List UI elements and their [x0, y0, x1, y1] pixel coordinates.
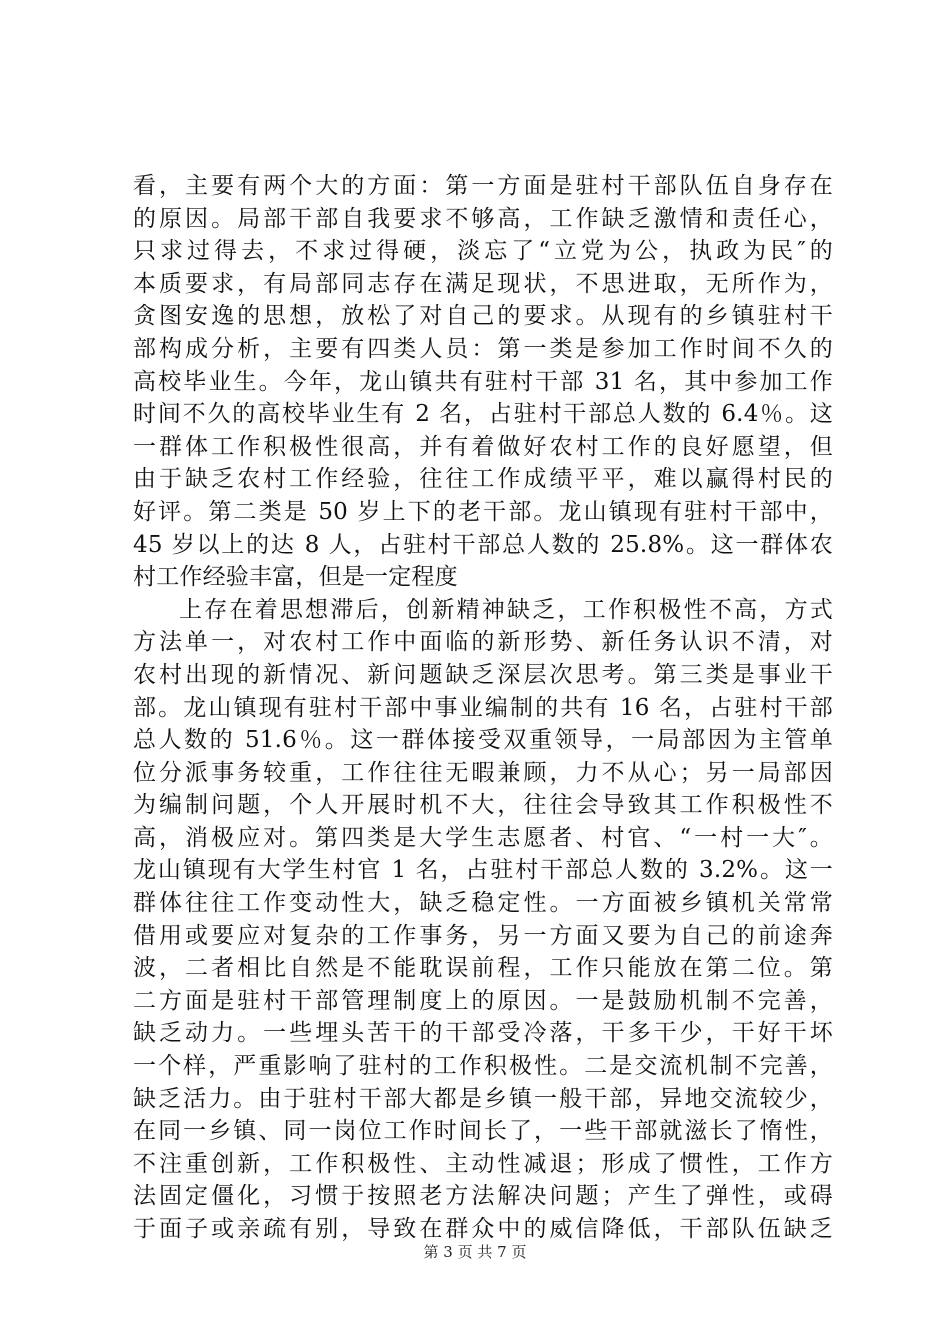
text-line: 一群体工作积极性很高，并有着做好农村工作的良好愿望，但: [133, 433, 833, 460]
text-line: 时间不久的高校毕业生有 2 名，占驻村干部总人数的 6.4％。这: [133, 401, 833, 428]
text-line: 部。龙山镇现有驻村干部中事业编制的共有 16 名，占驻村干部: [133, 694, 833, 721]
page-number-footer: 第 3 页 共 7 页: [423, 1243, 527, 1261]
body-text: [133, 170, 833, 1246]
text-line: 于面子或亲疏有别，导致在群众中的威信降低，干部队伍缺乏: [133, 1216, 833, 1242]
text-line: 的原因。局部干部自我要求不够高，工作缺乏激情和责任心，: [133, 205, 833, 232]
text-line: 在同一乡镇、同一岗位工作时间长了，一些干部就滋长了惰性，: [133, 1118, 833, 1145]
text-line: 为编制问题，个人开展时机不大，往往会导致其工作积极性不: [133, 792, 833, 819]
text-line: 一个样，严重影响了驻村的工作积极性。二是交流机制不完善，: [133, 1053, 833, 1080]
text-line: 高，消极应对。第四类是大学生志愿者、村官、“一村一大″。: [133, 824, 833, 851]
text-line: 45 岁以上的达 8 人，占驻村干部总人数的 25.8%。这一群体农: [133, 531, 833, 558]
text-line: 二方面是驻村干部管理制度上的原因。一是鼓励机制不完善，: [133, 987, 833, 1014]
text-line: 只求过得去，不求过得硬，淡忘了“立党为公，执政为民″的: [133, 238, 833, 265]
text-line: 借用或要应对复杂的工作事务，另一方面又要为自己的前途奔: [133, 922, 833, 949]
text-line: 方法单一，对农村工作中面临的新形势、新任务认识不清，对: [133, 629, 833, 656]
text-line: 由于缺乏农村工作经验，往往工作成绩平平，难以赢得村民的: [133, 466, 833, 493]
text-line: 看，主要有两个大的方面：第一方面是驻村干部队伍自身存在: [133, 173, 833, 199]
text-line: 贪图安逸的思想，放松了对自己的要求。从现有的乡镇驻村干: [133, 303, 833, 330]
text-line: 本质要求，有局部同志存在满足现状，不思进取，无所作为，: [133, 270, 833, 297]
text-line: 缺乏活力。由于驻村干部大都是乡镇一般干部，异地交流较少，: [133, 1085, 833, 1112]
text-line: 农村出现的新情况、新问题缺乏深层次思考。第三类是事业干: [133, 661, 833, 688]
text-line: 波，二者相比自然是不能耽误前程，工作只能放在第二位。第: [133, 955, 833, 982]
text-line-paragraph-start: 上存在着思想滞后，创新精神缺乏，工作积极性不高，方式: [179, 596, 833, 623]
text-line: 村工作经验丰富，但是一定程度: [133, 564, 458, 591]
text-line: 好评。第二类是 50 岁上下的老干部。龙山镇现有驻村干部中，: [133, 498, 833, 525]
text-line: 高校毕业生。今年，龙山镇共有驻村干部 31 名，其中参加工作: [133, 368, 833, 395]
text-line: 总人数的 51.6％。这一群体接受双重领导，一局部因为主管单: [133, 727, 833, 754]
text-line: 缺乏动力。一些埋头苦干的干部受冷落，干多干少，干好干坏: [133, 1020, 833, 1047]
text-line: 位分派事务较重，工作往往无暇兼顾，力不从心；另一局部因: [133, 759, 833, 786]
text-line: 不注重创新，工作积极性、主动性减退；形成了惯性，工作方: [133, 1150, 833, 1177]
text-line: 群体往往工作变动性大，缺乏稳定性。一方面被乡镇机关常常: [133, 890, 833, 917]
text-line: 龙山镇现有大学生村官 1 名，占驻村干部总人数的 3.2%。这一: [133, 857, 833, 884]
text-line: 法固定僵化，习惯于按照老方法解决问题；产生了弹性，或碍: [133, 1183, 833, 1210]
text-line: 部构成分析，主要有四类人员：第一类是参加工作时间不久的: [133, 335, 833, 362]
